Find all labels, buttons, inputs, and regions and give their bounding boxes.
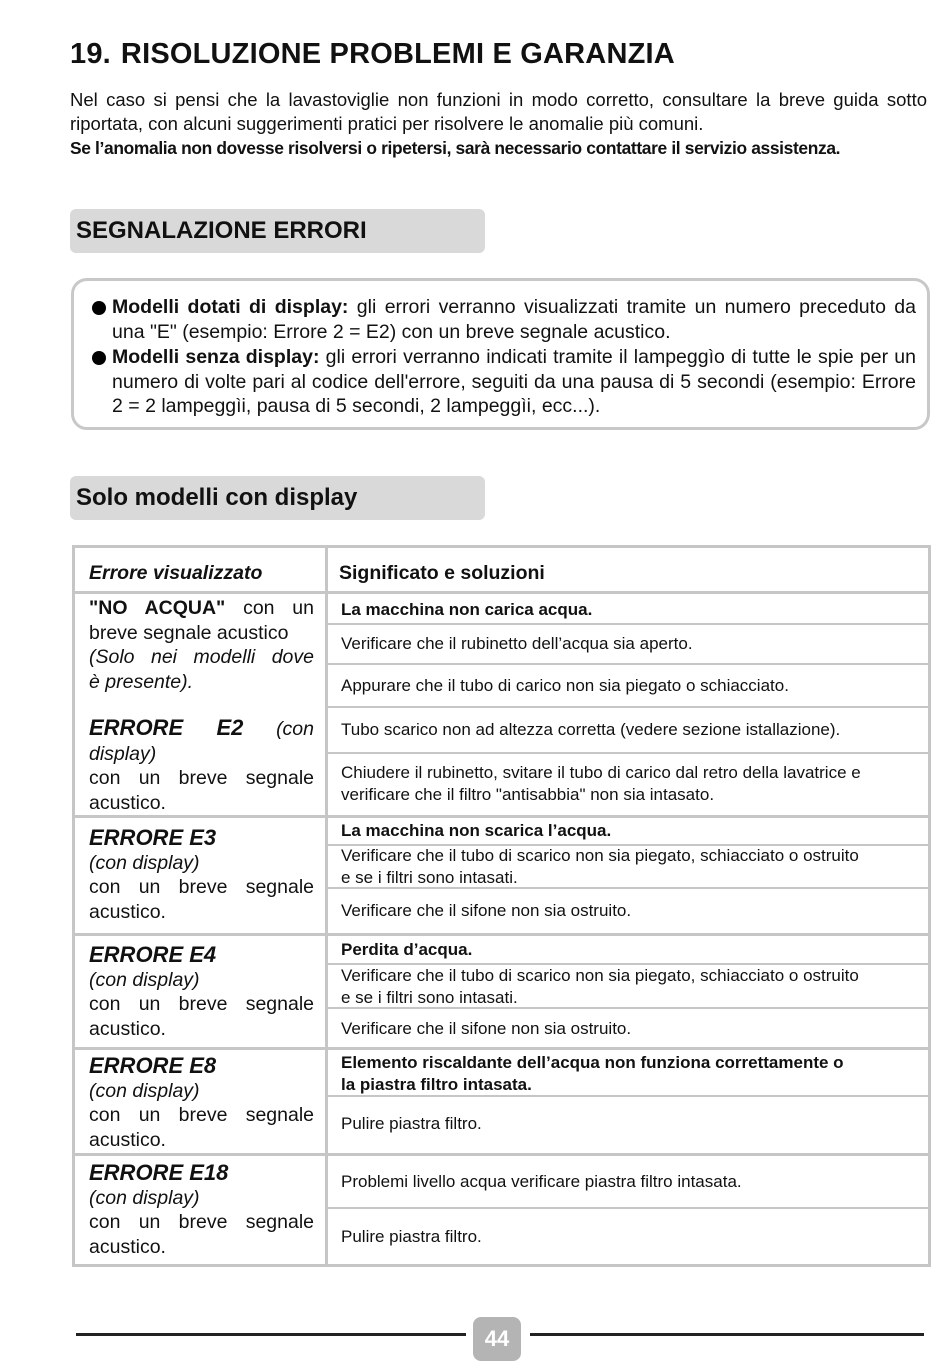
error-desc: acustico. — [89, 1128, 166, 1151]
error-note: (con — [276, 718, 314, 740]
solution-line: e se i filtri sono intasati. — [341, 988, 518, 1007]
error-desc: acustico. — [89, 1017, 166, 1040]
sub-row-divider — [328, 752, 928, 754]
solution-text: Verificare che il sifone non sia ostruito. — [341, 901, 632, 920]
error-note: (con display) — [89, 1079, 200, 1102]
note-display-models — [94, 295, 916, 344]
bullet-icon — [92, 301, 106, 315]
solution-line: Verificare che il tubo di scarico non sia piegato, schiacciato o ostruito — [341, 846, 859, 865]
error-desc: con un breve segnale — [89, 767, 314, 789]
footer-rule-left — [76, 1333, 466, 1336]
note-label: Modelli dotati di display: — [112, 296, 349, 318]
error-code: ERRORE E3 — [89, 825, 217, 850]
solution-line: e se i filtri sono intasati. — [341, 868, 518, 887]
solution-line: la piastra filtro intasata. — [341, 1075, 532, 1094]
sub-row-divider — [328, 887, 928, 889]
solution-text: Problemi livello acqua verificare piastra filtro intasata. — [341, 1172, 742, 1191]
error-desc: con un breve segnale — [89, 993, 314, 1015]
header-divider — [75, 591, 928, 594]
error-desc: con un breve segnale — [89, 1104, 314, 1126]
solution-line: verificare che il filtro "antisabbia" non sia intasato. — [341, 785, 715, 804]
solution-heading: La macchina non carica acqua. — [341, 600, 593, 619]
error-e2 — [89, 716, 314, 815]
sub-row-divider — [328, 623, 928, 625]
error-desc: con un breve segnale — [89, 1211, 314, 1233]
error-desc: acustico. — [89, 900, 166, 923]
page-number: 44 — [473, 1317, 521, 1361]
bullet-icon — [92, 351, 106, 365]
solution-text: Tubo scarico non ad altezza corretta (vedere sezione istallazione). — [341, 720, 841, 739]
column-divider — [325, 548, 328, 1264]
error-note: è presente). — [89, 670, 194, 693]
page-title — [70, 38, 675, 71]
header-error-shown: Errore visualizzato — [89, 562, 263, 584]
error-note: (con display) — [89, 968, 200, 991]
error-code: ERRORE E2 — [89, 715, 244, 740]
error-e8 — [89, 1054, 314, 1152]
error-e4 — [89, 943, 314, 1041]
solution-line: Verificare che il tubo di scarico non sia piegato, schiacciato o ostruito — [341, 966, 859, 985]
sub-row-divider — [328, 1007, 928, 1009]
error-desc: con un breve segnale — [89, 876, 314, 898]
solution-line: Chiudere il rubinetto, svitare il tubo di carico dal retro della lavatrice e — [341, 763, 861, 782]
section-heading-display: Solo modelli con display — [70, 476, 485, 520]
sub-row-divider — [328, 663, 928, 665]
sub-row-divider — [328, 1207, 928, 1209]
note-text: gli errori verranno visualizzati tramite un numero preceduto da una "E" (esempio: Errore 2 = E2) con un breve segnale acustico. — [112, 296, 916, 343]
error-code: ERRORE E18 — [89, 1160, 229, 1185]
note-label: Modelli senza display: — [112, 346, 320, 368]
solution-heading: La macchina non scarica l’acqua. — [341, 821, 612, 840]
solution-text — [341, 845, 921, 889]
note-text: gli errori verranno indicati tramite il lampeggìo di tutte le spie per un numero di volte pari al codice dell'errore, seguiti da una pausa di 5 secondi (esempio: Errore 2 = 2 lampeggìi, pausa di 5 secondi, 2 lampeggìi, ecc...). — [112, 346, 916, 417]
error-desc: acustico. — [89, 791, 166, 814]
error-e3 — [89, 826, 314, 924]
error-no-acqua — [89, 596, 314, 694]
header-meaning: Significato e soluzioni — [339, 562, 545, 584]
notes-box — [71, 278, 930, 430]
error-table — [72, 545, 931, 1267]
error-desc: breve segnale acustico — [89, 621, 289, 644]
row-divider — [75, 933, 928, 936]
error-desc: acustico. — [89, 1235, 166, 1258]
section-title: RISOLUZIONE PROBLEMI E GARANZIA — [120, 38, 675, 70]
error-note: (con display) — [89, 851, 200, 874]
error-code: ERRORE E4 — [89, 942, 217, 967]
row-divider — [75, 1047, 928, 1050]
solution-line: Elemento riscaldante dell’acqua non funziona correttamente o — [341, 1053, 844, 1072]
row-divider — [75, 1153, 928, 1156]
footer-rule-right — [530, 1333, 924, 1336]
solution-heading: Perdita d’acqua. — [341, 940, 473, 959]
intro-paragraph: Nel caso si pensi che la lavastoviglie non funzioni in modo corretto, consultare la breve guida sotto riportata, con alcuni suggerimenti pratici per risolvere le anomalie più comuni. — [70, 89, 927, 134]
error-note: display) — [89, 742, 157, 765]
solution-heading — [341, 1052, 921, 1096]
note-no-display-models — [94, 345, 916, 419]
row-divider — [75, 815, 928, 818]
solution-text: Appurare che il tubo di carico non sia piegato o schiacciato. — [341, 676, 789, 695]
error-code: ERRORE E8 — [89, 1053, 217, 1078]
section-heading-errors: SEGNALAZIONE ERRORI — [70, 209, 485, 253]
section-number: 19. — [70, 38, 111, 70]
sub-row-divider — [328, 706, 928, 708]
error-desc: con un — [243, 597, 314, 619]
solution-text: Pulire piastra filtro. — [341, 1114, 482, 1133]
solution-text — [341, 965, 921, 1009]
solution-text — [341, 762, 921, 806]
error-note: (con display) — [89, 1186, 200, 1209]
solution-text: Verificare che il sifone non sia ostruito. — [341, 1019, 632, 1038]
error-e18 — [89, 1161, 314, 1259]
solution-text: Pulire piastra filtro. — [341, 1227, 482, 1246]
error-note: (Solo nei modelli dove — [89, 646, 314, 668]
error-code: "NO ACQUA" — [89, 597, 226, 619]
intro-warning: Se l’anomalia non dovesse risolversi o ripetersi, sarà necessario contattare il servizio assistenza. — [70, 138, 841, 158]
solution-text: Verificare che il rubinetto dell’acqua sia aperto. — [341, 634, 693, 653]
sub-row-divider — [328, 1095, 928, 1097]
